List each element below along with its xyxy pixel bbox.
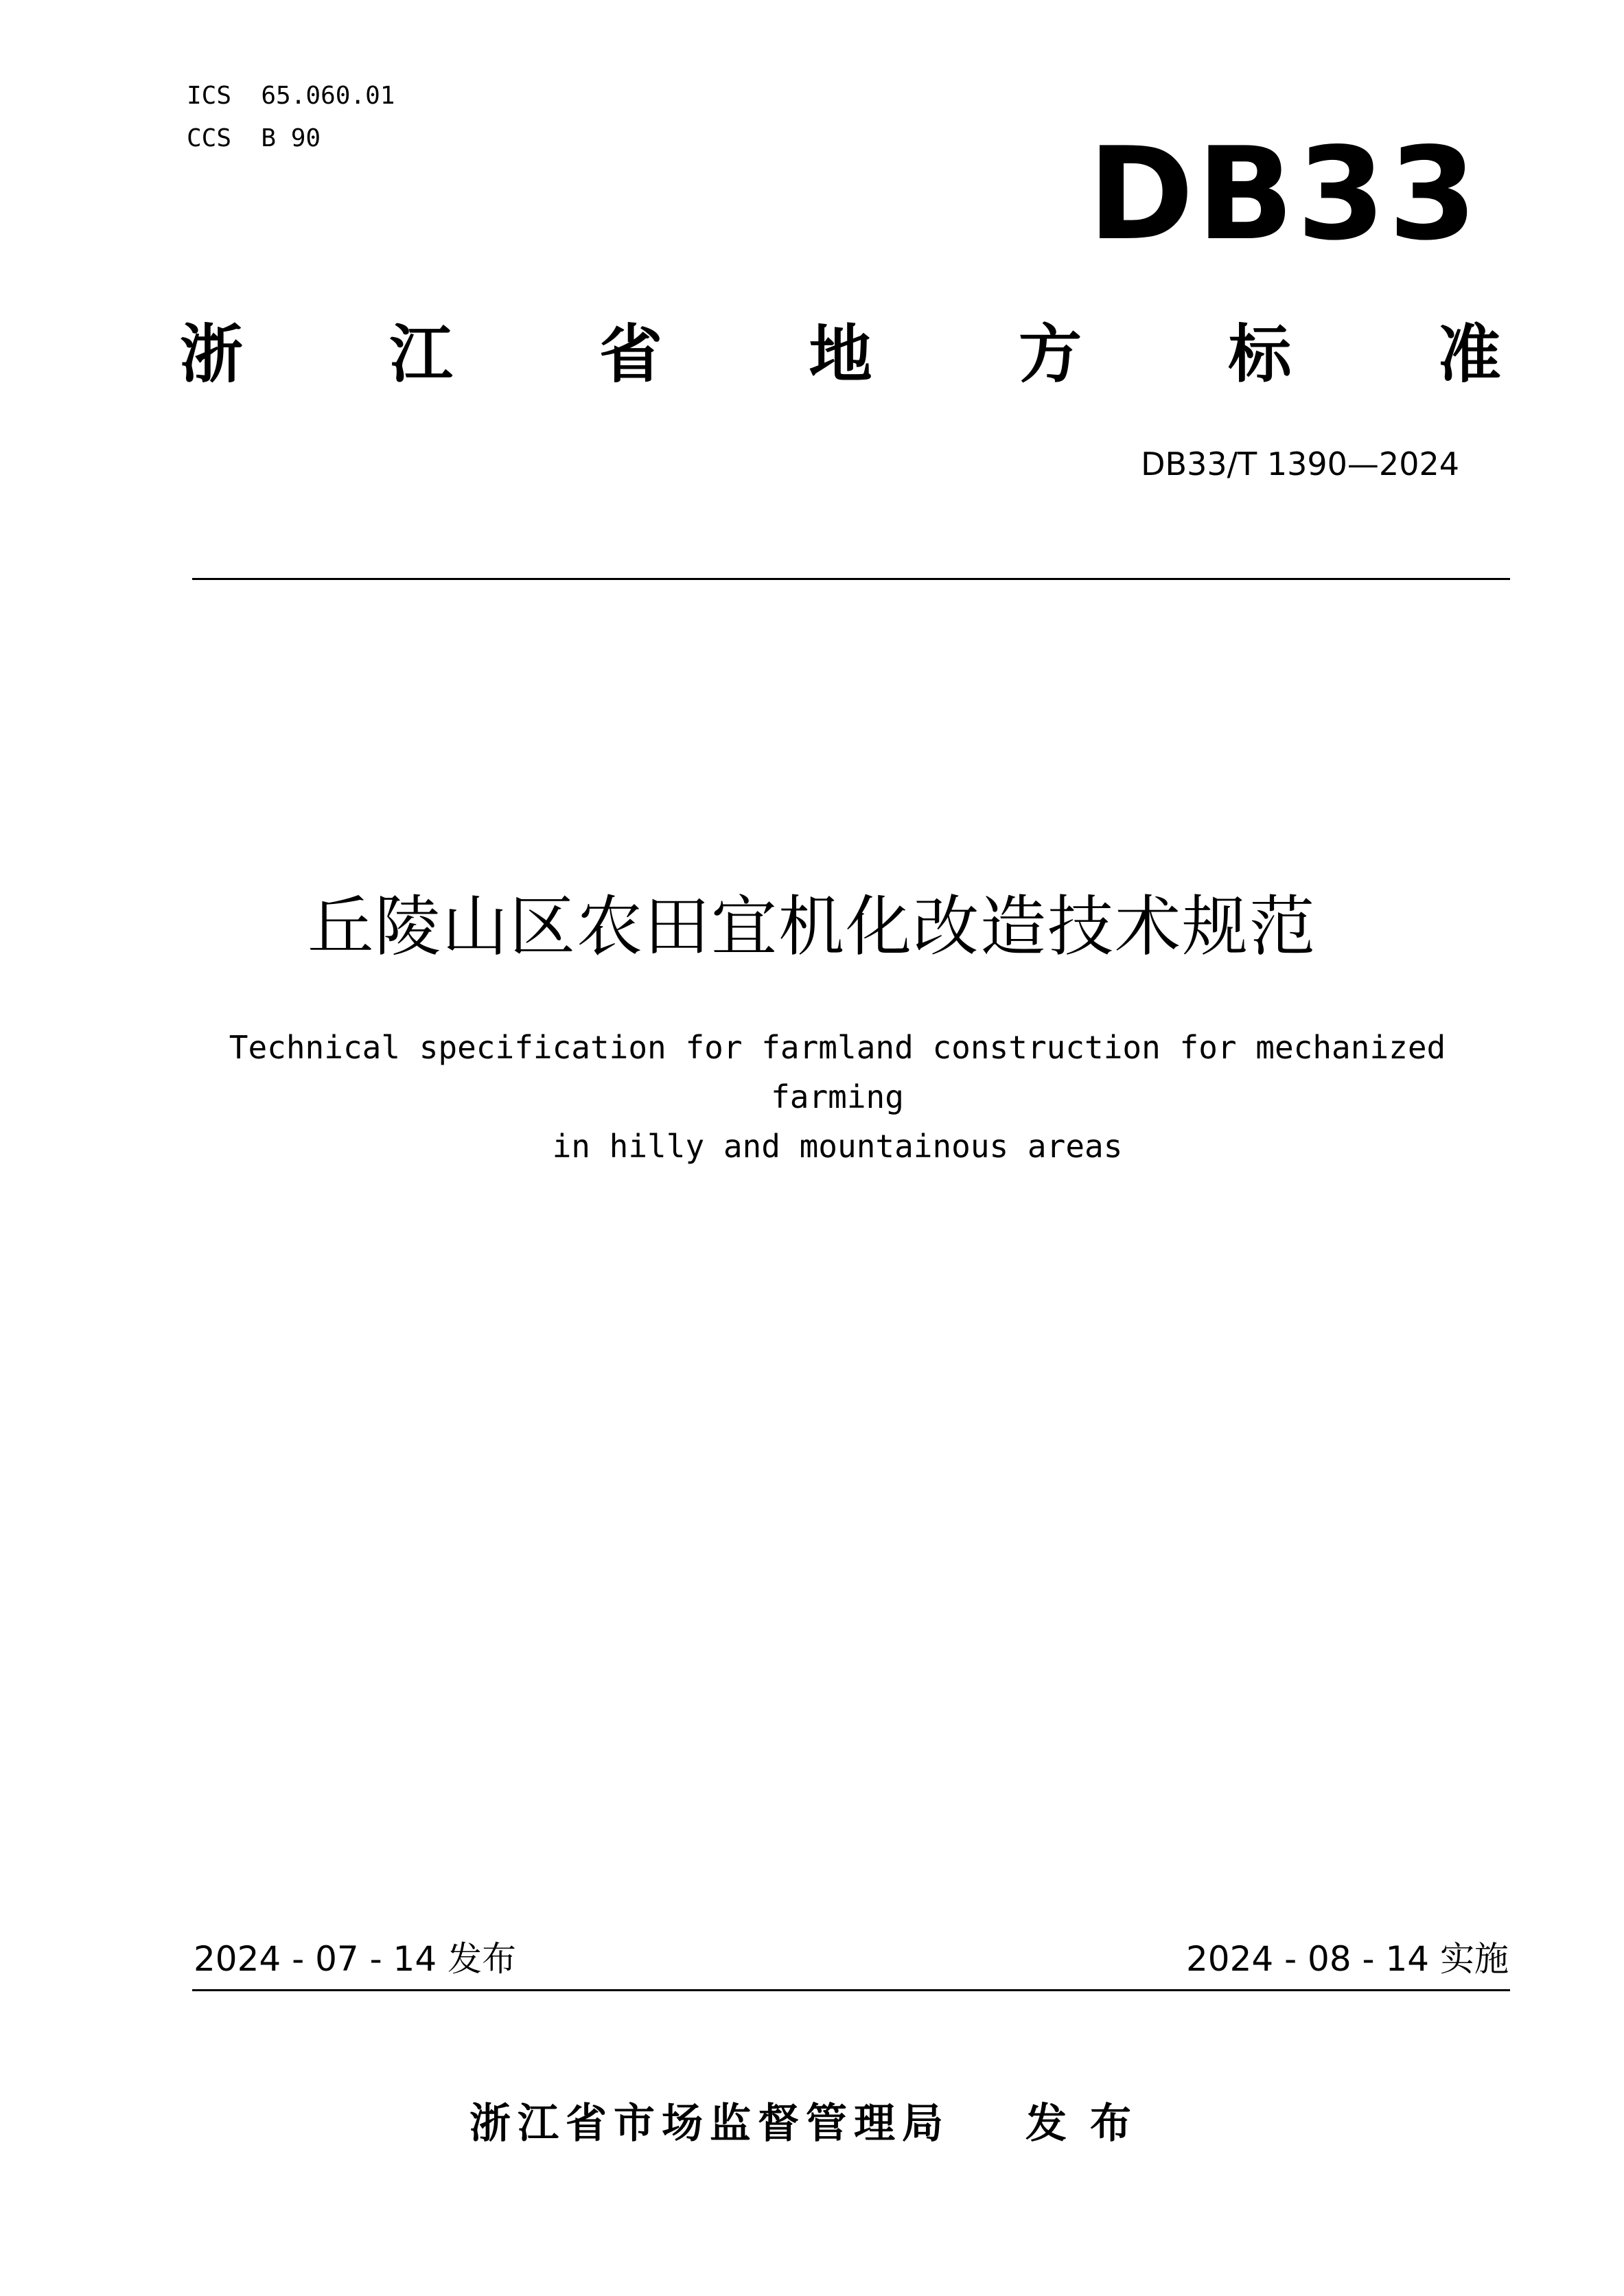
db33-logo: DB33 [1087, 119, 1480, 268]
standard-type-char: 标 [1228, 318, 1292, 391]
publisher-line [0, 2096, 1624, 2151]
implementation-date: 2024 - 08 - 14 实施 [1185, 1939, 1509, 1979]
publisher-action: 发布 [1025, 2100, 1155, 2148]
standard-type-char: 地 [809, 318, 872, 391]
issue-date: 2024 - 07 - 14 发布 [194, 1939, 517, 1979]
bottom-divider [192, 1989, 1510, 1991]
document-title-english [158, 1023, 1517, 1171]
top-divider [192, 578, 1510, 580]
standard-number: DB33/T 1390—2024 [1141, 445, 1459, 483]
document-title-chinese: 丘陵山区农田宜机化改造技术规范 [308, 888, 1316, 965]
standard-type-char: 准 [1437, 318, 1501, 391]
standard-type-char: 方 [1018, 318, 1082, 391]
english-title-line-1: Technical specification for farmland construction for mechanized farming [229, 1029, 1446, 1115]
standard-type-char: 江 [389, 318, 453, 391]
ics-code: ICS 65.060.01 [187, 82, 395, 110]
publisher-organization: 浙江省市场监督管理局 [469, 2100, 950, 2148]
ccs-code: CCS B 90 [187, 124, 321, 152]
standard-type-heading [180, 317, 1501, 393]
standard-type-char: 浙 [180, 318, 244, 391]
standard-type-char: 省 [599, 318, 662, 391]
english-title-line-2: in hilly and mountainous areas [552, 1128, 1123, 1165]
